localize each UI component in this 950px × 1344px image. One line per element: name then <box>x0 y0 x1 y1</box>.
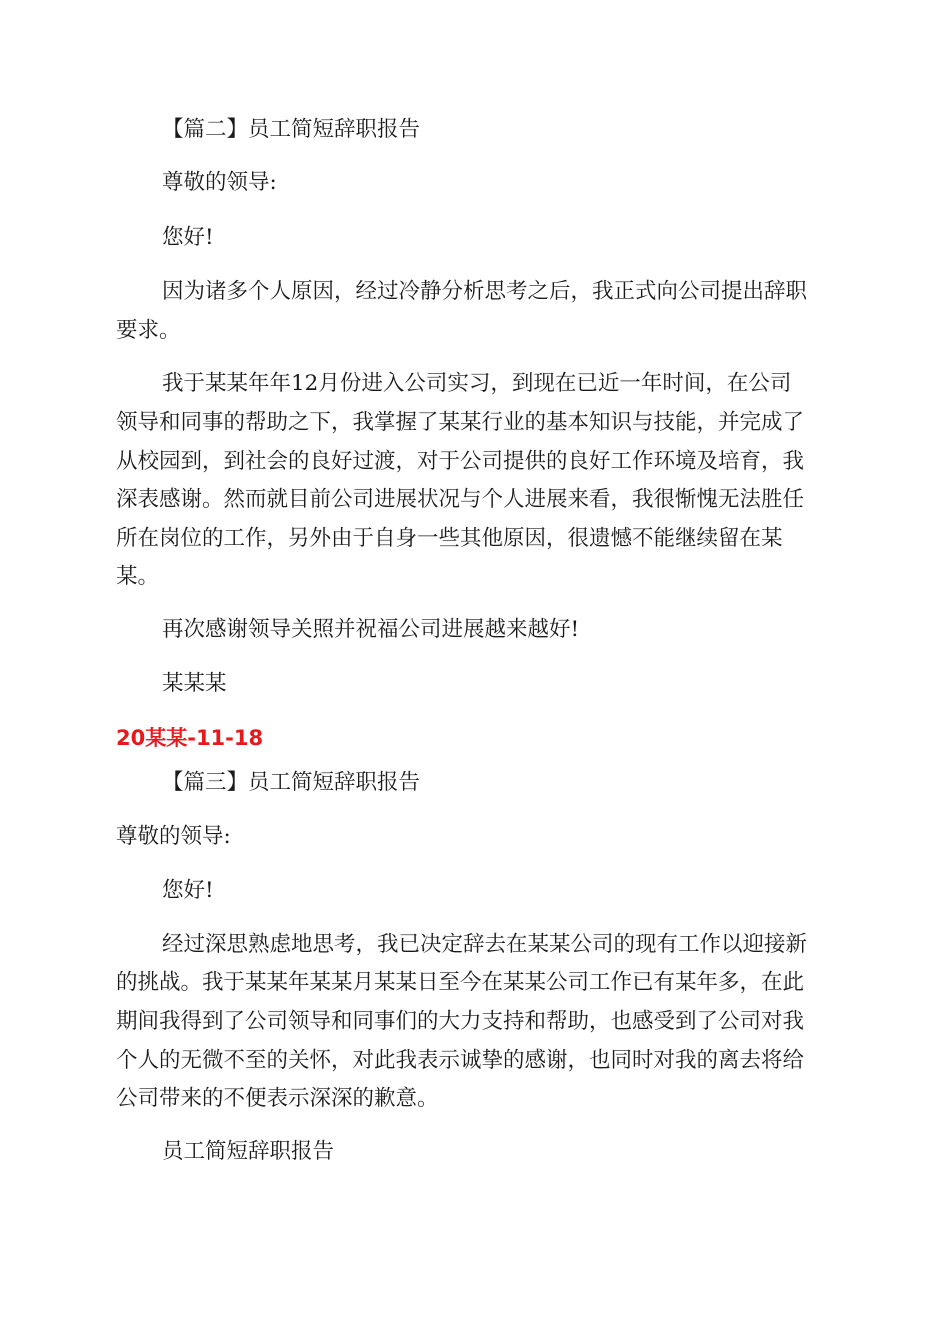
section-title-4: 员工简短辞职报告 <box>162 1139 335 1164</box>
signature: 某某某 <box>162 671 227 696</box>
paragraph-line: 从校园到，到社会的良好过渡，对于公司提供的良好工作环境及培育，我 <box>116 449 805 474</box>
paragraph-line: 因为诸多个人原因，经过冷静分析思考之后，我正式向公司提出辞职 <box>162 279 808 304</box>
salutation: 尊敬的领导: <box>162 170 277 195</box>
paragraph-line: 个人的无微不至的关怀，对此我表示诚挚的感谢，也同时对我的离去将给 <box>116 1048 805 1073</box>
date-line: 20某某-11-18 <box>116 726 264 750</box>
paragraph-line: 我于某某年年12月份进入公司实习，到现在已近一年时间，在公司 <box>162 371 792 396</box>
paragraph-line: 期间我得到了公司领导和同事们的大力支持和帮助，也感受到了公司对我 <box>116 1009 805 1034</box>
salutation: 尊敬的领导: <box>116 824 231 849</box>
paragraph-line: 领导和同事的帮助之下，我掌握了某某行业的基本知识与技能，并完成了 <box>116 410 805 435</box>
paragraph-line: 某。 <box>116 564 160 589</box>
paragraph-line: 所在岗位的工作，另外由于自身一些其他原因，很遗憾不能继续留在某 <box>116 526 783 551</box>
paragraph-line: 经过深思熟虑地思考，我已决定辞去在某某公司的现有工作以迎接新 <box>162 932 808 957</box>
greeting: 您好! <box>162 878 214 903</box>
section-title-2: 【篇二】员工简短辞职报告 <box>162 117 421 142</box>
section-title-3: 【篇三】员工简短辞职报告 <box>162 770 421 795</box>
paragraph-line: 要求。 <box>116 318 181 343</box>
paragraph-line: 的挑战。我于某某年某某月某某日至今在某某公司工作已有某年多，在此 <box>116 970 805 995</box>
paragraph-line: 公司带来的不便表示深深的歉意。 <box>116 1086 439 1111</box>
greeting: 您好! <box>162 225 214 250</box>
closing-thanks: 再次感谢领导关照并祝福公司进展越来越好! <box>162 617 580 642</box>
paragraph-line: 深表感谢。然而就目前公司进展状况与个人进展来看，我很惭愧无法胜任 <box>116 487 805 512</box>
